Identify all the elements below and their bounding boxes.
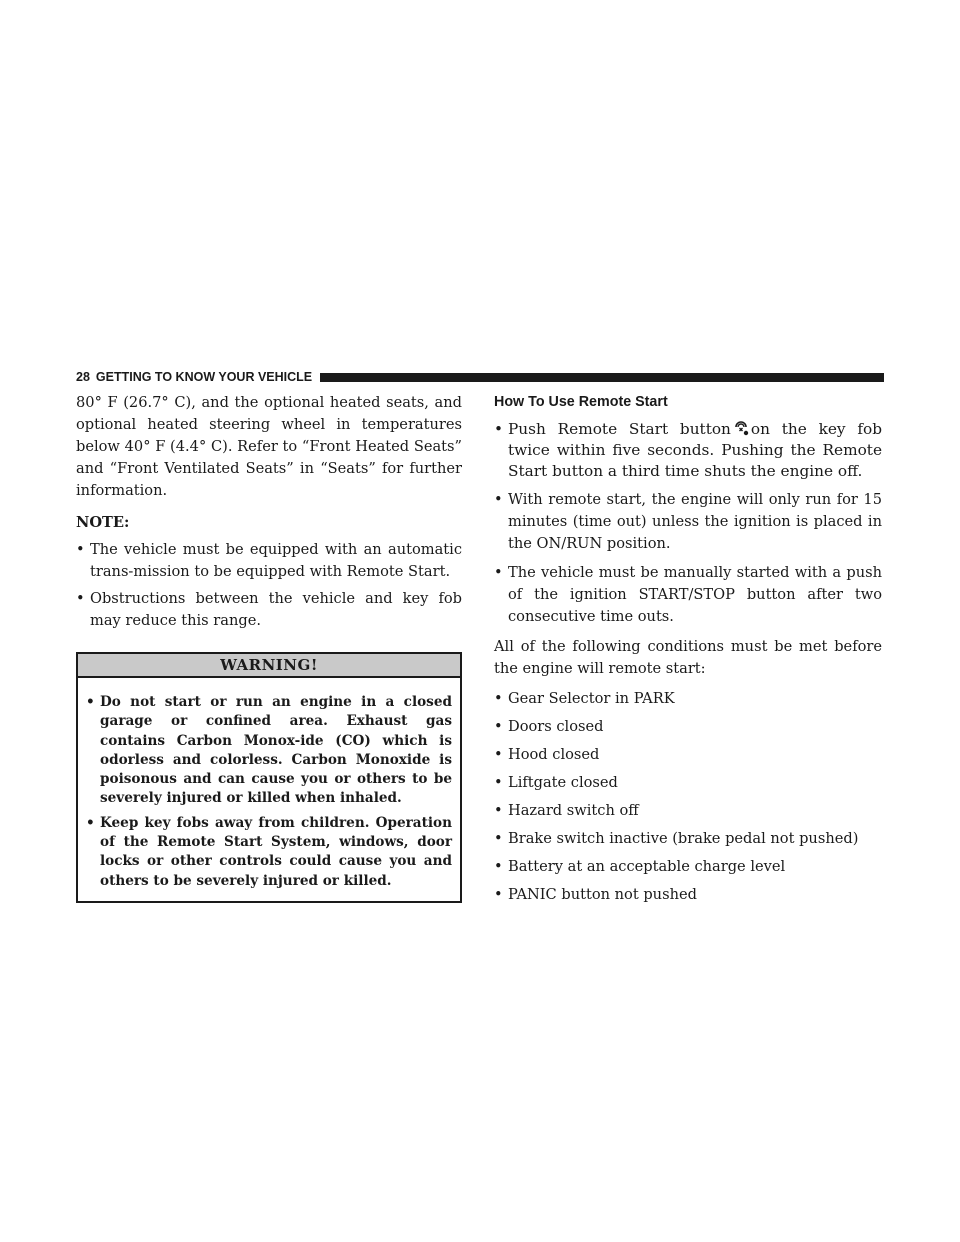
intro-paragraph: 80° F (26.7° C), and the optional heated seats, and optional heated steering wheel in temperatures below 40° F (4.4° C). Refer to “Front Heated Seats” and “Front Ventilated Seats” in “Seats” for further information. <box>76 394 462 499</box>
list-item: • Do not start or run an engine in a closed garage or confined area. Exhaust gas contains Carbon Monox-ide (CO) which is odorless and colorless. Carbon Monoxide is poisonous and can cause you or others to be severely injured or killed when inhaled. <box>86 694 452 807</box>
list-item: • Obstructions between the vehicle and key fob may reduce this range. <box>76 590 462 629</box>
bullet-icon: • <box>76 590 85 607</box>
list-item: • PANIC button not pushed <box>494 884 882 906</box>
list-item: • Liftgate closed <box>494 772 882 794</box>
list-item: • Keep key fobs away from children. Operation of the Remote Start System, windows, door locks or other controls could cause you and others to be severely injured or killed. <box>86 814 452 889</box>
bullet-icon: • <box>86 694 95 710</box>
conditions-intro: All of the following conditions must be met before the engine will remote start: <box>494 638 882 677</box>
list-item: • Doors closed <box>494 716 882 738</box>
left-column <box>76 392 462 903</box>
section-title: GETTING TO KNOW YOUR VEHICLE <box>95 370 313 384</box>
page-header <box>76 370 884 384</box>
bullet-icon: • <box>494 774 503 791</box>
list-item: • The vehicle must be manually started with a push of the ignition START/STOP button after two consecutive time outs. <box>494 564 882 625</box>
warning-box <box>76 652 462 903</box>
list-item: • Gear Selector in PARK <box>494 688 882 710</box>
bullet-icon: • <box>494 690 503 707</box>
header-rule <box>320 373 884 382</box>
section-heading: How To Use Remote Start <box>494 394 668 410</box>
bullet-icon: • <box>494 858 503 875</box>
list-item: • Hood closed <box>494 744 882 766</box>
note-list <box>76 539 462 632</box>
bullet-icon: • <box>86 814 95 831</box>
bullet-icon: • <box>494 564 503 581</box>
list-item: • Brake switch inactive (brake pedal not pushed) <box>494 828 882 850</box>
note-label: NOTE: <box>76 514 130 531</box>
warning-list <box>78 678 460 901</box>
list-item: • The vehicle must be equipped with an automatic trans-mission to be equipped with Remote Start. <box>76 541 462 580</box>
bullet-icon: • <box>494 830 503 847</box>
bullet-icon: • <box>494 886 503 903</box>
bullet-icon: • <box>76 541 85 558</box>
remote-start-icon <box>733 419 749 437</box>
right-column <box>494 392 882 906</box>
list-item: • With remote start, the engine will only run for 15 minutes (time out) unless the ignition is placed in the ON/RUN position. <box>494 491 882 552</box>
bullet-icon: • <box>494 718 503 735</box>
list-item: • Battery at an acceptable charge level <box>494 856 882 878</box>
bullet-icon: • <box>494 802 503 819</box>
bullet-icon: • <box>494 491 503 508</box>
page-number: 28 <box>76 370 90 384</box>
steps-list <box>494 419 882 628</box>
bullet-icon: • <box>494 420 504 438</box>
warning-title: WARNING! <box>78 654 460 678</box>
conditions-list <box>494 688 882 906</box>
list-item: • Hazard switch off <box>494 800 882 822</box>
bullet-icon: • <box>494 746 503 763</box>
list-item: • Push Remote Start button on the key fob twice within five seconds. Pushing the Remote Start button a third time shuts the engine off. <box>494 420 883 480</box>
